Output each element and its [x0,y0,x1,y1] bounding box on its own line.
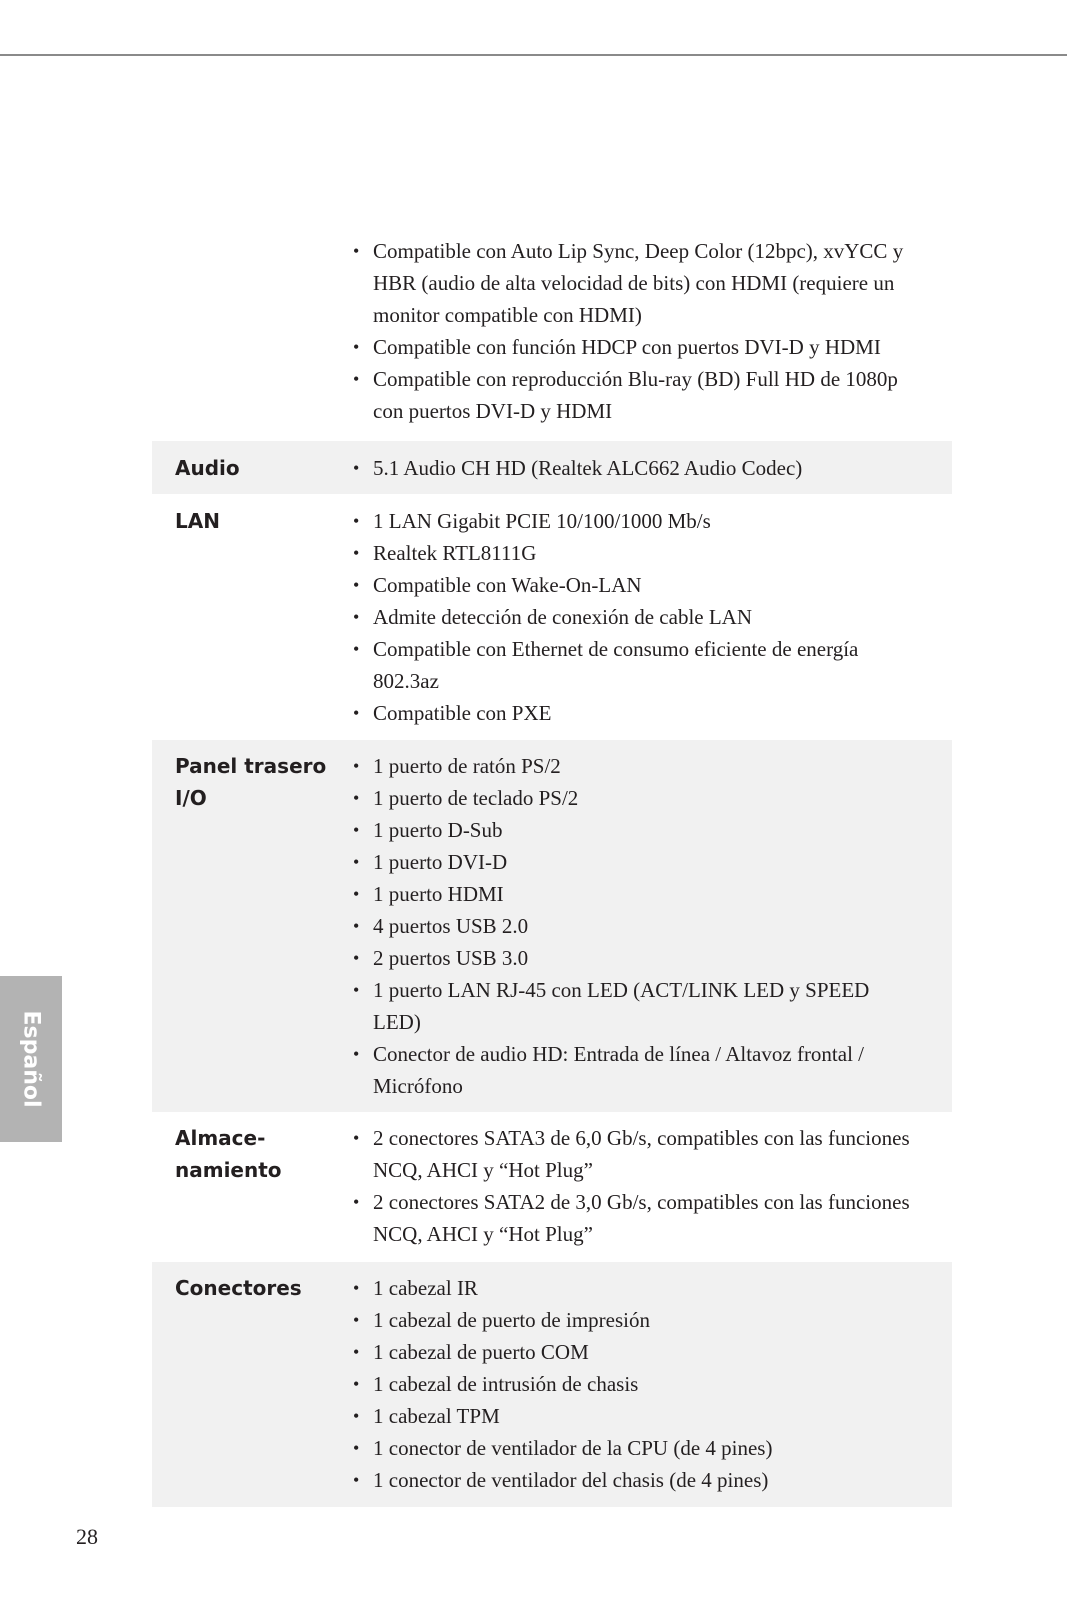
spec-item: • 1 conector de ventilador de la CPU (de 4 pines) [328,1432,918,1464]
spec-item: • 1 puerto HDMI [328,878,918,910]
spec-label-line: Panel trasero [175,754,327,778]
spec-item: • Conector de audio HD: Entrada de línea / Altavoz frontal / Micrófono [328,1038,918,1102]
spec-list-connectors [328,1272,918,1496]
spec-list-lan [328,505,918,729]
spec-item: • 1 puerto de teclado PS/2 [328,782,918,814]
spec-item: • Compatible con reproducción Blu-ray (BD) Full HD de 1080p con puertos DVI-D y HDMI [328,363,918,427]
spec-item: • Realtek RTL8111G [328,537,918,569]
spec-item: • 5.1 Audio CH HD (Realtek ALC662 Audio Codec) [328,452,918,484]
spec-table [152,226,952,1507]
spec-item: • Compatible con Auto Lip Sync, Deep Color (12bpc), xvYCC y HBR (audio de alta velocidad de bits) con HDMI (requiere un monitor compatible con HDMI) [328,235,918,331]
spec-row-rear-panel [152,740,952,1112]
spec-item: • Admite detección de conexión de cable LAN [328,601,918,633]
spec-item: • 1 cabezal TPM [328,1400,918,1432]
spec-item: • 1 cabezal de puerto COM [328,1336,918,1368]
spec-item: • 1 conector de ventilador del chasis (de 4 pines) [328,1464,918,1496]
spec-row-lan [152,494,952,740]
spec-row-graphics-continued [152,226,952,441]
spec-label-connectors: Conectores [175,1276,302,1300]
spec-label-storage [152,1122,328,1186]
spec-item: • 1 cabezal de puerto de impresión [328,1304,918,1336]
spec-item: • 2 conectores SATA2 de 3,0 Gb/s, compatibles con las funciones NCQ, AHCI y “Hot Plug” [328,1186,918,1250]
spec-label-line: I/O [175,786,207,810]
spec-label-rear-panel [152,750,328,814]
spec-item: • 1 puerto de ratón PS/2 [328,750,918,782]
spec-list-audio [328,452,918,484]
spec-item: • Compatible con Ethernet de consumo eficiente de energía 802.3az [328,633,918,697]
spec-item: • 1 cabezal IR [328,1272,918,1304]
language-label: Español [18,1010,44,1108]
spec-row-audio [152,441,952,494]
spec-list-rear-panel [328,750,918,1102]
spec-item: • 1 puerto D-Sub [328,814,918,846]
spec-item: • Compatible con Wake-On-LAN [328,569,918,601]
spec-row-storage [152,1112,952,1262]
spec-item: • 1 puerto LAN RJ-45 con LED (ACT/LINK LED y SPEED LED) [328,974,918,1038]
spec-list-graphics [328,235,918,427]
spec-item: • 4 puertos USB 2.0 [328,910,918,942]
spec-item: • 1 LAN Gigabit PCIE 10/100/1000 Mb/s [328,505,918,537]
spec-row-connectors [152,1262,952,1507]
spec-item: • Compatible con PXE [328,697,918,729]
spec-item: • 2 conectores SATA3 de 6,0 Gb/s, compatibles con las funciones NCQ, AHCI y “Hot Plug” [328,1122,918,1186]
header-rule [0,54,1067,56]
page-number: 28 [76,1524,98,1549]
spec-list-storage [328,1122,918,1250]
spec-label-line: namiento [175,1158,282,1182]
spec-item: • 2 puertos USB 3.0 [328,942,918,974]
spec-label-audio: Audio [175,456,240,480]
spec-label-line: Almace- [175,1126,266,1150]
spec-item: • Compatible con función HDCP con puertos DVI-D y HDMI [328,331,918,363]
spec-item: • 1 puerto DVI-D [328,846,918,878]
spec-item: • 1 cabezal de intrusión de chasis [328,1368,918,1400]
language-side-tab [0,976,62,1142]
spec-label-lan: LAN [175,509,220,533]
